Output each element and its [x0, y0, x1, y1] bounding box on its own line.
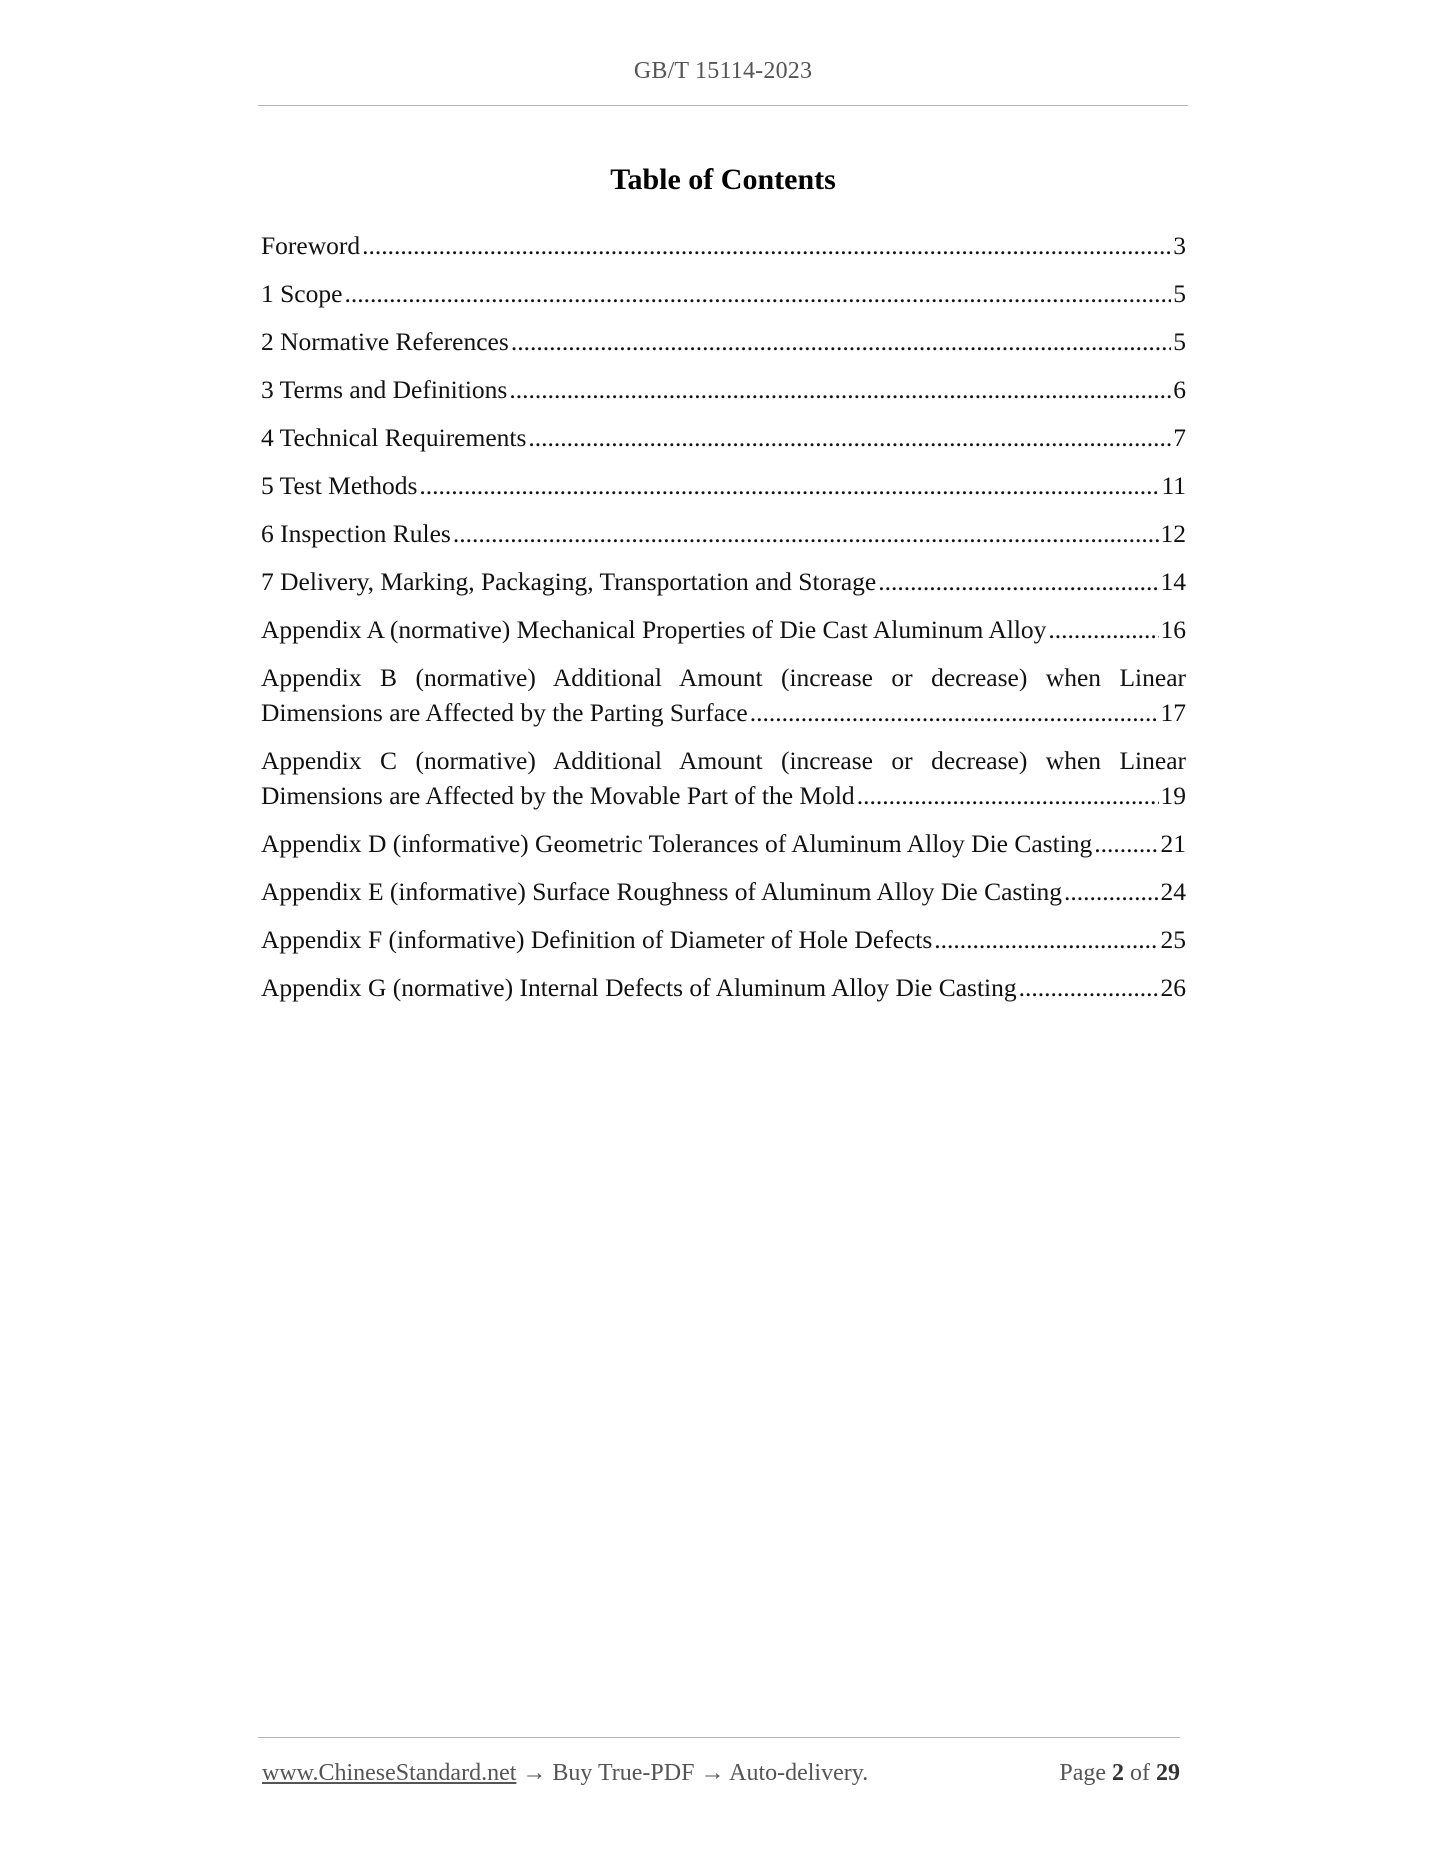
dot-leader: [750, 695, 1159, 730]
of-label: of: [1130, 1760, 1150, 1786]
toc-entry-page: 26: [1160, 973, 1186, 1002]
dot-leader: [857, 778, 1159, 813]
toc-entry-page: 7: [1173, 423, 1186, 452]
toc-entry-inspection-rules[interactable]: [261, 516, 1186, 551]
toc-entry-appendix-d[interactable]: [261, 826, 1186, 861]
toc-entry-title: Appendix E (informative) Surface Roughness of Aluminum Alloy Die Casting: [261, 877, 1063, 906]
toc-entry-page: 11: [1161, 471, 1186, 500]
toc-entry-title: Foreword: [261, 231, 361, 260]
toc-entry-title: 6 Inspection Rules: [261, 519, 451, 548]
promo-text: → Buy True-PDF → Auto-delivery.: [516, 1760, 869, 1786]
dot-leader: [1019, 970, 1159, 1005]
dot-leader: [453, 516, 1159, 551]
toc-entry-line2: [261, 695, 1186, 730]
dot-leader: [528, 420, 1171, 455]
toc-entry-title-line1: Appendix C (normative) Additional Amount (increase or decrease) when Linear: [261, 746, 1186, 775]
dot-leader: [1094, 826, 1158, 861]
toc-entry-appendix-g[interactable]: [261, 970, 1186, 1005]
dot-leader: [1048, 612, 1158, 647]
dot-leader: [934, 922, 1158, 957]
toc-entry-title: Appendix A (normative) Mechanical Properties of Die Cast Aluminum Alloy: [261, 615, 1047, 644]
toc-entry-title: 7 Delivery, Marking, Packaging, Transportation and Storage: [261, 567, 877, 596]
dot-leader: [511, 324, 1171, 359]
header-divider: [258, 105, 1188, 106]
toc-entry-page: 5: [1173, 279, 1186, 308]
page-indicator: [1000, 1760, 1180, 1787]
toc-entry-page: 3: [1173, 231, 1186, 260]
dot-leader: [509, 372, 1171, 407]
toc-entry-foreword[interactable]: [261, 228, 1186, 263]
footer-promo: [262, 1760, 868, 1787]
toc-entry-normative-references[interactable]: [261, 324, 1186, 359]
toc-entry-page: 19: [1160, 781, 1186, 810]
toc-entry-scope[interactable]: [261, 276, 1186, 311]
toc-entry-page: 16: [1160, 615, 1186, 644]
toc-entry-title-line1: Appendix B (normative) Additional Amount (increase or decrease) when Linear: [261, 663, 1186, 692]
toc-entry-title: 5 Test Methods: [261, 471, 418, 500]
toc-title: Table of Contents: [610, 163, 836, 196]
toc-entry-title: Appendix F (informative) Definition of Diameter of Hole Defects: [261, 925, 933, 954]
toc-entry-page: 25: [1160, 925, 1186, 954]
toc-entry-delivery-marking[interactable]: [261, 564, 1186, 599]
toc-entry-appendix-a[interactable]: [261, 612, 1186, 647]
toc-entry-appendix-f[interactable]: [261, 922, 1186, 957]
toc-entry-appendix-e[interactable]: [261, 874, 1186, 909]
toc-entry-technical-requirements[interactable]: [261, 420, 1186, 455]
toc-entry-page: 21: [1160, 829, 1186, 858]
toc-entry-test-methods[interactable]: [261, 468, 1186, 503]
toc-entry-title: 1 Scope: [261, 279, 343, 308]
current-page-number: 2: [1112, 1760, 1124, 1786]
toc-entry-page: 5: [1173, 327, 1186, 356]
toc-entry-title: 4 Technical Requirements: [261, 423, 527, 452]
toc-entry-title-line2: Dimensions are Affected by the Movable Part of the Mold: [261, 781, 855, 810]
toc-list: [261, 228, 1186, 1018]
site-link[interactable]: www.ChineseStandard.net: [262, 1760, 517, 1786]
toc-entry-terms-definitions[interactable]: [261, 372, 1186, 407]
dot-leader: [419, 468, 1159, 503]
toc-entry-page: 17: [1160, 698, 1186, 727]
toc-entry-title: 2 Normative References: [261, 327, 509, 356]
toc-entry-page: 14: [1160, 567, 1186, 596]
dot-leader: [1064, 874, 1158, 909]
document-code-header: GB/T 15114-2023: [633, 58, 813, 84]
toc-entry-title: Appendix G (normative) Internal Defects of Aluminum Alloy Die Casting: [261, 973, 1017, 1002]
toc-entry-title-line2: Dimensions are Affected by the Parting Surface: [261, 698, 748, 727]
footer-divider: [258, 1737, 1180, 1738]
toc-entry-page: 6: [1173, 375, 1186, 404]
toc-entry-title: Appendix D (informative) Geometric Tolerances of Aluminum Alloy Die Casting: [261, 829, 1093, 858]
toc-entry-appendix-c[interactable]: [261, 743, 1186, 813]
toc-entry-line2: [261, 778, 1186, 813]
dot-leader: [878, 564, 1158, 599]
toc-entry-title: 3 Terms and Definitions: [261, 375, 508, 404]
dot-leader: [362, 228, 1171, 263]
total-pages-number: 29: [1156, 1760, 1180, 1786]
toc-entry-appendix-b[interactable]: [261, 660, 1186, 730]
toc-entry-page: 12: [1160, 519, 1186, 548]
toc-entry-page: 24: [1160, 877, 1186, 906]
page-label: Page: [1059, 1760, 1106, 1786]
dot-leader: [344, 276, 1171, 311]
